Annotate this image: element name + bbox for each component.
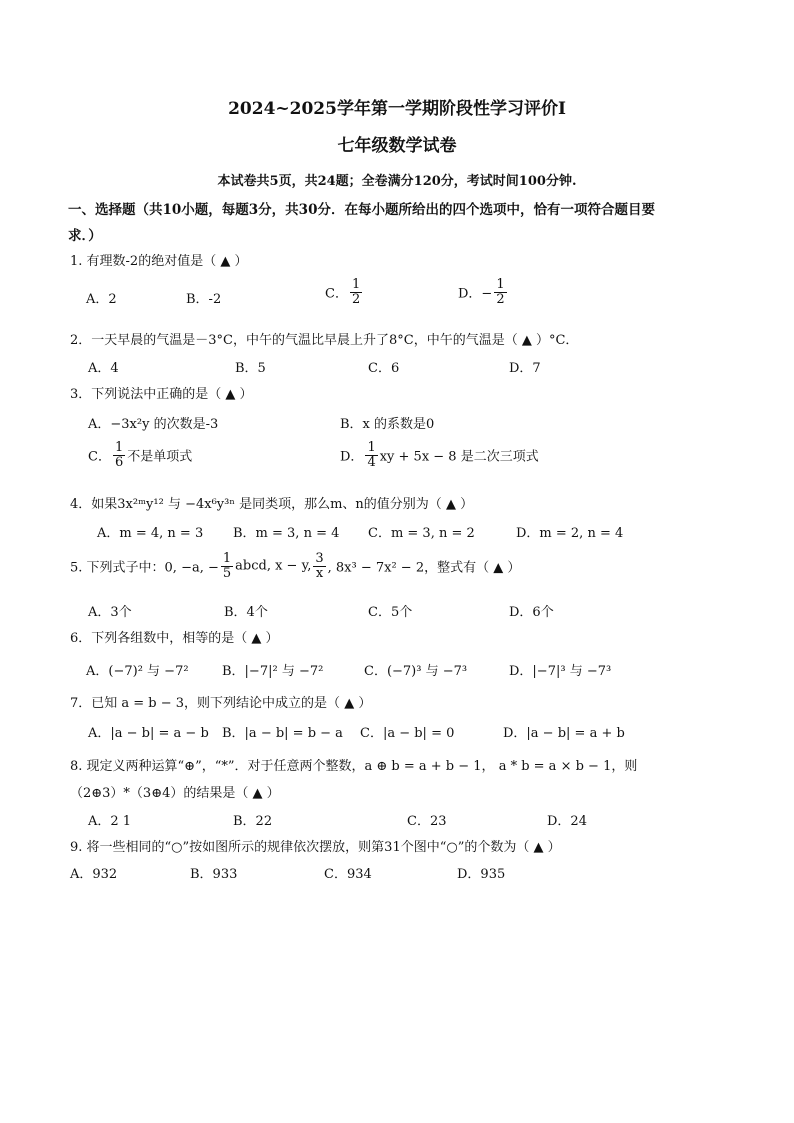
q6-option-b: B．|−7|² 与 −7² [222,664,324,679]
q2-option-a: A．4 [88,361,119,376]
q1-option-d [458,278,509,306]
q3-option-a: A．−3x²y 的次数是-3 [88,417,219,432]
question-8-line-1: 8. 现定义两种运算“⊕”，“*”．对于任意两个整数，a ⊕ b = a + b − 1， a * b = a × b − 1，则 [70,759,638,774]
q8-option-a: A．2 1 [88,814,132,829]
exam-subtitle: 七年级数学试卷 [337,136,457,156]
q3-option-b: B．x 的系数是0 [340,417,435,432]
exam-title: 2024~2025学年第一学期阶段性学习评价Ⅰ [228,99,566,119]
q7-option-c: C．|a − b| = 0 [360,726,455,741]
section-heading: 一、选择题（共10小题，每题3分，共30分．在每小题所给出的四个选项中，恰有一项符合题目要求．） [68,202,655,244]
q3-option-c-text: 不是单项式 [127,449,193,465]
q1-option-b: B．-2 [186,292,222,307]
q5-option-b: B．4个 [224,605,268,620]
q3-c-denominator: 6 [114,454,124,470]
q3-d-denominator: 4 [367,454,376,470]
q7-option-a: A．|a − b| = a − b [88,726,209,741]
q9-option-c: C．934 [324,867,372,882]
question-8-line-2: （2⊕3）*（3⊕4）的结果是（ ▲ ） [70,786,280,801]
q5-option-d: D．6个 [509,605,554,620]
q5-f1-numerator: 1 [222,551,232,566]
q5-f1-denominator: 5 [222,565,232,581]
q1-c-denominator: 2 [351,291,361,307]
q8-option-b: B．22 [233,814,273,829]
q6-option-d: D．|−7|³ 与 −7³ [509,664,612,679]
question-6: 6．下列各组数中，相等的是（ ▲ ） [70,631,279,646]
q1-option-d-fraction [494,278,506,306]
question-7: 7．已知 a = b − 3，则下列结论中成立的是（ ▲ ） [70,696,372,711]
q6-option-c: C．(−7)³ 与 −7³ [364,664,468,679]
q1-option-a: A．2 [86,292,117,307]
q3-d-numerator: 1 [367,440,376,455]
q8-option-d: D．24 [547,814,587,829]
q8-option-c: C．23 [407,814,447,829]
q2-option-b: B．5 [235,361,266,376]
q1-d-numerator: 1 [496,277,505,292]
q7-option-d: D．|a − b| = a + b [503,726,625,741]
q4-option-c: C．m = 3, n = 2 [368,526,475,541]
q3-option-c-fraction [113,441,125,469]
q5-f2-numerator: 3 [315,551,324,566]
q1-option-c-fraction [350,278,362,306]
q9-option-d: D．935 [457,867,506,882]
exam-note: 本试卷共5页，共24题；全卷满分120分，考试时间100分钟. [217,174,577,189]
q3-option-c-label: C． [88,449,111,465]
question-4: 4．如果3x²ᵐy¹² 与 −4x⁶y³ⁿ 是同类项，那么m、n的值分别为（ ▲ ） [70,497,474,512]
q3-option-d [340,441,539,469]
question-9: 9. 将一些相同的“○”按如图所示的规律依次摆放，则第31个图中“○”的个数为（ ▲ ） [70,840,561,855]
q3-option-d-text: xy + 5x − 8 是二次三项式 [379,449,539,465]
q1-d-denominator: 2 [496,291,505,307]
q5-option-a: A．3个 [88,605,132,620]
q3-option-c [88,441,192,469]
q1-option-d-label: D．− [458,286,493,302]
q9-option-a: A．932 [70,867,118,882]
q5-stem-end: , 8x³ − 7x² − 2，整式有（ ▲ ） [327,560,521,576]
q3-option-d-fraction [365,441,377,469]
q5-option-c: C．5个 [368,605,413,620]
q5-fraction-2 [313,552,325,580]
q5-stem-start: 5. 下列式子中：0, −a, − [70,560,219,576]
q4-option-a: A．m = 4, n = 3 [97,526,204,541]
q2-option-c: C．6 [368,361,400,376]
question-3: 3．下列说法中正确的是（ ▲ ） [70,387,253,402]
q3-option-d-label: D． [340,449,364,465]
q1-option-c-label: C． [325,286,348,302]
q1-option-c [325,278,364,306]
question-1: 1. 有理数-2的绝对值是（ ▲ ） [70,254,248,269]
q7-option-b: B．|a − b| = b − a [222,726,343,741]
q6-option-a: A．(−7)² 与 −7² [86,664,189,679]
q5-f2-denominator: x [315,565,324,581]
question-2: 2．一天早晨的气温是－3°C，中午的气温比早晨上升了8°C，中午的气温是（ ▲ ）°C． [70,333,579,348]
q4-option-b: B．m = 3, n = 4 [233,526,340,541]
question-5 [70,552,520,580]
q4-option-d: D．m = 2, n = 4 [516,526,624,541]
q3-c-numerator: 1 [114,440,124,455]
q2-option-d: D．7 [509,361,541,376]
q5-stem-middle: abcd, x − y, [235,558,312,574]
q1-c-numerator: 1 [351,277,361,292]
q5-fraction-1 [221,552,233,580]
q9-option-b: B．933 [190,867,238,882]
